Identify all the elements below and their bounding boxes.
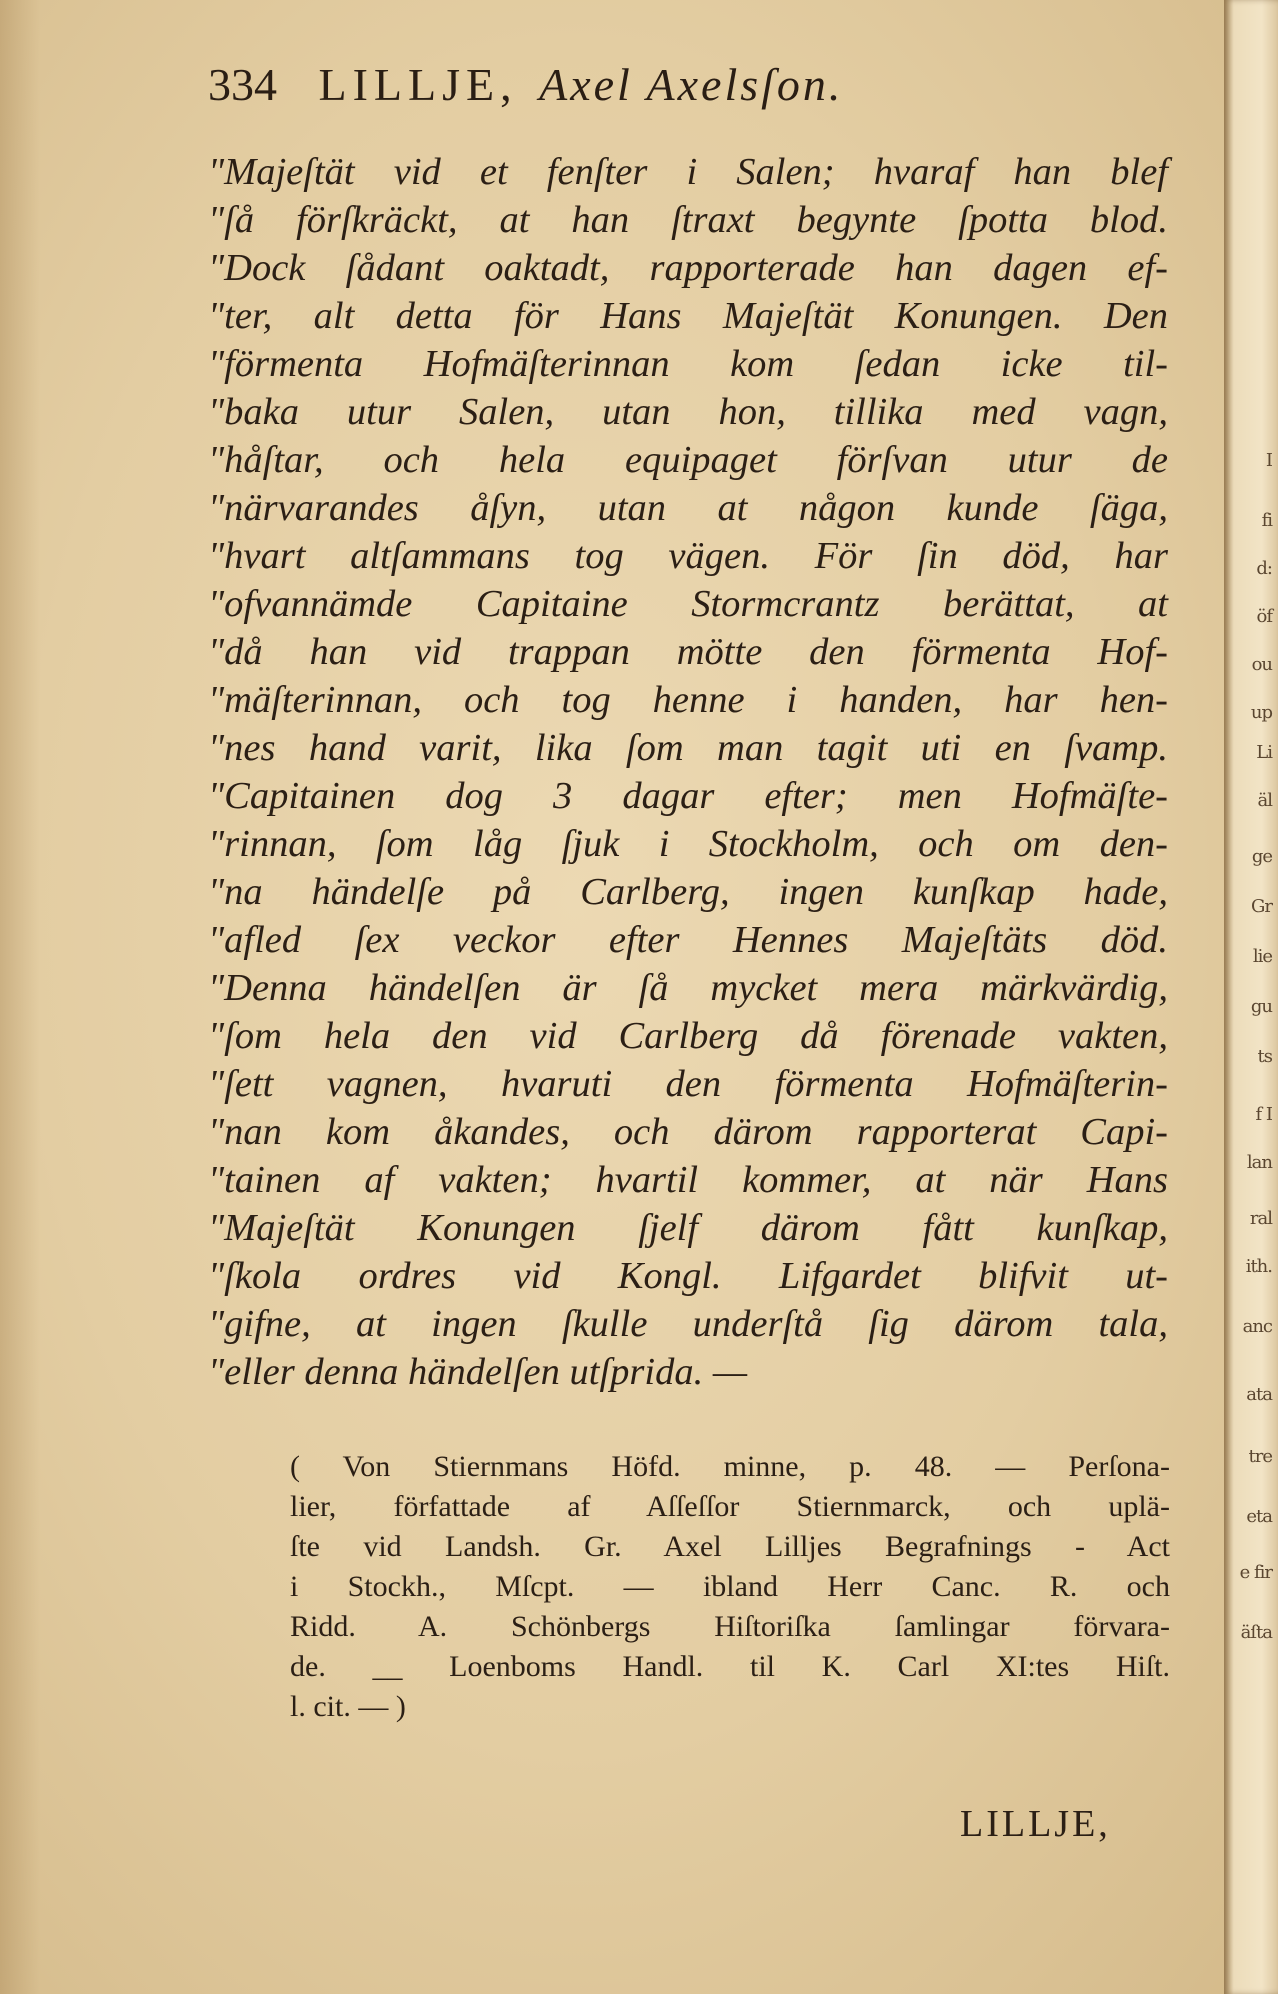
- edge-text-fragment: lan: [1246, 1152, 1272, 1173]
- edge-text-fragment: äl: [1257, 790, 1272, 811]
- text-line: "Majeſtät vid et fenſter i Salen; hvaraf han blef: [208, 151, 1168, 193]
- text-line: "mäſterinnan, och tog henne i handen, har hen-: [208, 679, 1168, 721]
- edge-text-fragment: f I: [1255, 1104, 1272, 1125]
- edge-text-fragment: anc: [1242, 1316, 1272, 1337]
- source-note: [290, 1447, 1170, 1727]
- edge-text-fragment: tre: [1248, 1446, 1272, 1467]
- text-line: "förmenta Hofmäſterinnan kom ſedan icke til-: [208, 343, 1168, 385]
- note-line: ( Von Stiernmans Höfd. minne, p. 48. — Perſona-: [290, 1450, 1170, 1483]
- text-line: "tainen af vakten; hvartil kommer, at när Hans: [208, 1159, 1168, 1201]
- note-line: de. __ Loenboms Handl. til K. Carl XI:tes Hiſt.: [290, 1650, 1170, 1683]
- edge-text-fragment: lie: [1252, 946, 1272, 967]
- edge-text-fragment: öf: [1256, 606, 1272, 627]
- running-head-surname: LILLJE,: [318, 59, 518, 110]
- quoted-account: [208, 148, 1168, 1396]
- edge-text-fragment: eta: [1246, 1506, 1272, 1527]
- text-line: "afled ſex veckor efter Hennes Majeſtäts död.: [208, 919, 1168, 961]
- text-line: "ter, alt detta för Hans Majeſtät Konungen. Den: [208, 295, 1168, 337]
- edge-text-fragment: gu: [1250, 996, 1272, 1017]
- text-line: "nes hand varit, lika ſom man tagit uti en ſvamp.: [208, 727, 1168, 769]
- text-line: "då han vid trappan mötte den förmenta Hof-: [208, 631, 1168, 673]
- text-line: "hvart altſammans tog vägen. För ſin död, har: [208, 535, 1168, 577]
- edge-text-fragment: ts: [1257, 1046, 1272, 1067]
- text-line: "rinnan, ſom låg ſjuk i Stockholm, och om den-: [208, 823, 1168, 865]
- text-line: "håſtar, och hela equipaget förſvan utur de: [208, 439, 1168, 481]
- text-line: "Capitainen dog 3 dagar efter; men Hofmäſte-: [208, 775, 1168, 817]
- text-line: "ofvannämde Capitaine Stormcrantz berättat, at: [208, 583, 1168, 625]
- text-line: "närvarandes åſyn, utan at någon kunde ſäga,: [208, 487, 1168, 529]
- page-number: 334: [208, 59, 277, 110]
- edge-text-fragment: Li: [1256, 742, 1272, 763]
- text-line: "ſett vagnen, hvaruti den förmenta Hofmäſterin-: [208, 1063, 1168, 1105]
- edge-text-fragment: ge: [1251, 846, 1272, 867]
- running-header: [208, 58, 843, 111]
- edge-text-fragment: fi: [1261, 510, 1272, 531]
- edge-text-fragment: äſta: [1240, 1622, 1272, 1643]
- text-line: "eller denna händelſen utſprida. —: [208, 1351, 748, 1393]
- text-line: "gifne, at ingen ſkulle underſtå ſig därom tala,: [208, 1303, 1168, 1345]
- edge-text-fragment: ata: [1246, 1384, 1272, 1405]
- note-line: l. cit. — ): [290, 1690, 406, 1723]
- text-line: "Denna händelſen är ſå mycket mera märkvärdig,: [208, 967, 1168, 1009]
- text-line: "baka utur Salen, utan hon, tillika med vagn,: [208, 391, 1168, 433]
- note-line: i Stockh., Mſcpt. — ibland Herr Canc. R. och: [290, 1570, 1170, 1603]
- text-line: "nan kom åkandes, och därom rapporterat Capi-: [208, 1111, 1168, 1153]
- running-head-given-name: Axel Axelsſon.: [539, 59, 844, 110]
- text-line: "Dock ſådant oaktadt, rapporterade han dagen ef-: [208, 247, 1168, 289]
- note-line: lier, författade af Aſſeſſor Stiernmarck, och uplä-: [290, 1490, 1170, 1523]
- note-line: Ridd. A. Schönbergs Hiſtoriſka ſamlingar förvara-: [290, 1610, 1170, 1643]
- catchword: LILLJE,: [960, 1803, 1111, 1845]
- note-line: ſte vid Landsh. Gr. Axel Lilljes Begrafnings - Act: [290, 1530, 1170, 1563]
- edge-text-fragment: up: [1250, 702, 1272, 723]
- edge-text-fragment: d:: [1256, 558, 1272, 579]
- text-line: "Majeſtät Konungen ſjelf därom fått kunſkap,: [208, 1207, 1168, 1249]
- text-line: "ſå förſkräckt, at han ſtraxt begynte ſpotta blod.: [208, 199, 1168, 241]
- edge-text-fragment: Gr: [1251, 896, 1272, 917]
- edge-text-fragment: ral: [1249, 1208, 1272, 1229]
- text-line: "ſkola ordres vid Kongl. Lifgardet blifvit ut-: [208, 1255, 1168, 1297]
- adjacent-page-edge: [1224, 0, 1278, 1994]
- edge-text-fragment: e fir: [1239, 1562, 1272, 1583]
- edge-text-fragment: ith.: [1245, 1256, 1272, 1277]
- text-line: "na händelſe på Carlberg, ingen kunſkap hade,: [208, 871, 1168, 913]
- edge-text-fragment: I: [1265, 450, 1272, 471]
- text-line: "ſom hela den vid Carlberg då förenade vakten,: [208, 1015, 1168, 1057]
- edge-text-fragment: ou: [1251, 654, 1272, 675]
